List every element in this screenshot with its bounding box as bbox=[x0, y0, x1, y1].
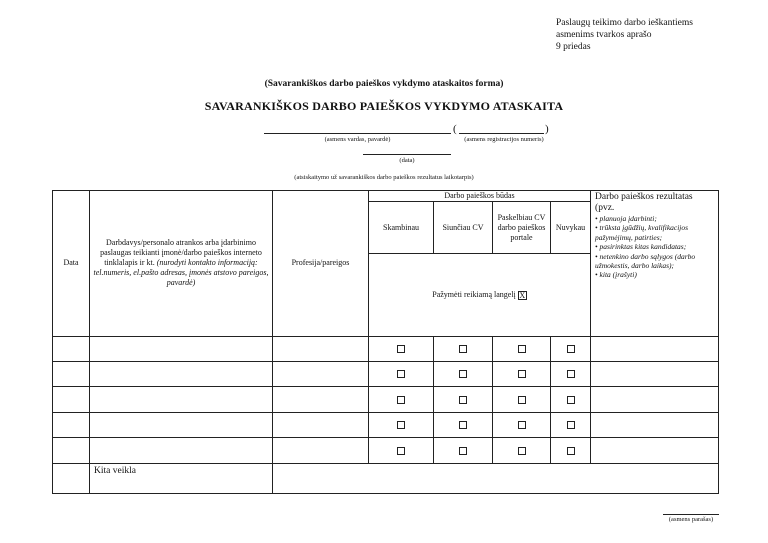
header-date: Data bbox=[53, 191, 90, 337]
method-checkbox[interactable] bbox=[459, 421, 467, 429]
method-checkbox[interactable] bbox=[459, 345, 467, 353]
method-checkbox[interactable] bbox=[567, 421, 575, 429]
result-cell[interactable] bbox=[591, 438, 719, 464]
method-checkbox[interactable] bbox=[397, 447, 405, 455]
method-checkbox[interactable] bbox=[397, 396, 405, 404]
method-checkbox-cell bbox=[493, 336, 551, 361]
method-checkbox[interactable] bbox=[397, 345, 405, 353]
method-checkbox[interactable] bbox=[518, 345, 526, 353]
form-title: SAVARANKIŠKOS DARBO PAIEŠKOS VYKDYMO ATASKAITA bbox=[204, 99, 564, 113]
method-checkbox[interactable] bbox=[518, 447, 526, 455]
date-cell[interactable] bbox=[53, 412, 90, 437]
method-checkbox[interactable] bbox=[459, 447, 467, 455]
method-checkbox-cell bbox=[434, 336, 493, 361]
date-caption: (data) bbox=[399, 157, 415, 164]
header-profession: Profesija/pareigos bbox=[273, 191, 369, 337]
result-item: • planuoja įdarbinti; bbox=[595, 214, 657, 223]
date-cell[interactable] bbox=[53, 361, 90, 386]
method-checkbox[interactable] bbox=[567, 447, 575, 455]
annex-line-3: 9 priedas bbox=[556, 42, 591, 52]
result-cell[interactable] bbox=[591, 412, 719, 437]
report-table bbox=[52, 190, 719, 494]
table-row bbox=[53, 361, 719, 386]
method-checkbox[interactable] bbox=[567, 396, 575, 404]
result-item: • kita (įrašyti) bbox=[595, 270, 637, 280]
annex-line-2: asmenims tvarkos aprašo bbox=[556, 30, 652, 40]
name-field-line[interactable] bbox=[264, 133, 451, 134]
mark-note: Pažymėti reikiamą langelį bbox=[432, 289, 516, 299]
employer-cell[interactable] bbox=[90, 336, 273, 361]
header-method-visited: Nuvykau bbox=[551, 202, 591, 254]
result-cell[interactable] bbox=[591, 361, 719, 386]
employer-cell[interactable] bbox=[90, 412, 273, 437]
result-title: Darbo paieškos rezultatas (pvz. bbox=[595, 192, 693, 213]
method-checkbox[interactable] bbox=[459, 396, 467, 404]
header-method-posted-cv: Paskelbiau CV darbo paieškos portale bbox=[493, 202, 551, 254]
signature-line[interactable] bbox=[663, 514, 719, 515]
name-caption: (asmens vardas, pavardė) bbox=[324, 136, 391, 143]
method-checkbox-cell bbox=[369, 387, 434, 412]
method-checkbox-cell bbox=[551, 438, 591, 464]
method-checkbox-cell bbox=[434, 438, 493, 464]
method-checkbox[interactable] bbox=[518, 396, 526, 404]
method-checkbox-cell bbox=[369, 438, 434, 464]
annex-line-1: Paslaugų teikimo darbo ieškantiems bbox=[556, 18, 693, 28]
method-checkbox-cell bbox=[551, 412, 591, 437]
method-checkbox-cell bbox=[369, 336, 434, 361]
header-method-call: Skambinau bbox=[369, 202, 434, 254]
signature-caption: (asmens parašas) bbox=[668, 516, 714, 523]
method-checkbox-cell bbox=[493, 361, 551, 386]
method-checkbox[interactable] bbox=[567, 345, 575, 353]
employer-cell[interactable] bbox=[90, 361, 273, 386]
profession-cell[interactable] bbox=[273, 412, 369, 437]
header-result bbox=[591, 191, 719, 337]
other-activity-field[interactable] bbox=[273, 463, 719, 493]
method-checkbox[interactable] bbox=[397, 421, 405, 429]
date-field-line[interactable] bbox=[363, 154, 451, 155]
date-cell[interactable] bbox=[53, 438, 90, 464]
annex-note bbox=[556, 17, 693, 53]
method-checkbox[interactable] bbox=[397, 370, 405, 378]
open-paren: ( bbox=[453, 123, 457, 135]
header-method-sent-cv: Siunčiau CV bbox=[434, 202, 493, 254]
period-caption: (atsiskaitymo už savarankiškos darbo paieškos rezultatus laikotarpis) bbox=[294, 174, 474, 181]
method-checkbox-cell bbox=[369, 361, 434, 386]
method-checkbox[interactable] bbox=[518, 421, 526, 429]
method-checkbox[interactable] bbox=[459, 370, 467, 378]
header-employer-note: (nurodyti kontakto informaciją: tel.numeris, el.pašto adresas, įmonės atstovo pareigos, pavardė) bbox=[93, 258, 269, 288]
method-checkbox-cell bbox=[551, 387, 591, 412]
regno-caption: (asmens registracijos numeris) bbox=[464, 136, 544, 143]
method-checkbox[interactable] bbox=[518, 370, 526, 378]
result-cell[interactable] bbox=[591, 387, 719, 412]
profession-cell[interactable] bbox=[273, 387, 369, 412]
result-item: • pasirinktas kitas kandidatas; bbox=[595, 242, 687, 252]
method-checkbox-cell bbox=[493, 387, 551, 412]
table-row bbox=[53, 412, 719, 437]
data-rows bbox=[53, 336, 719, 463]
mark-note-cell bbox=[369, 254, 591, 336]
method-checkbox-cell bbox=[551, 336, 591, 361]
result-cell[interactable] bbox=[591, 336, 719, 361]
employer-cell[interactable] bbox=[90, 387, 273, 412]
result-item: • netenkino darbo sąlygos (darbo užmokestis, darbo laikas); bbox=[595, 251, 696, 271]
employer-cell[interactable] bbox=[90, 438, 273, 464]
profession-cell[interactable] bbox=[273, 438, 369, 464]
checked-box-icon: X bbox=[519, 290, 526, 300]
profession-cell[interactable] bbox=[273, 336, 369, 361]
header-method-group: Darbo paieškos būdas bbox=[369, 191, 591, 202]
regno-field-line[interactable] bbox=[459, 133, 544, 134]
table-row bbox=[53, 387, 719, 412]
date-cell[interactable] bbox=[53, 336, 90, 361]
date-cell[interactable] bbox=[53, 387, 90, 412]
result-item: • trūksta įgūdžių, kvalifikacijos pažymėjimų, patirties; bbox=[595, 223, 689, 242]
method-checkbox-cell bbox=[369, 412, 434, 437]
header-employer bbox=[90, 191, 273, 337]
profession-cell[interactable] bbox=[273, 361, 369, 386]
header-employer-text: Darbdavys/personalo atrankos arba įdarbinimo paslaugas teikianti įmonė/darbo paieškos interneto tinklalapis ir kt. bbox=[100, 238, 262, 268]
other-date-cell[interactable] bbox=[53, 463, 90, 493]
form-subtitle: (Savarankiškos darbo paieškos vykdymo ataskaitos forma) bbox=[264, 79, 504, 89]
method-checkbox-cell bbox=[434, 361, 493, 386]
method-checkbox-cell bbox=[434, 387, 493, 412]
method-checkbox-cell bbox=[434, 412, 493, 437]
table-row bbox=[53, 438, 719, 464]
close-paren: ) bbox=[545, 123, 549, 135]
method-checkbox-cell bbox=[493, 412, 551, 437]
method-checkbox-cell bbox=[493, 438, 551, 464]
table-row bbox=[53, 336, 719, 361]
other-activity-label: Kita veikla bbox=[90, 463, 273, 493]
method-checkbox-cell bbox=[551, 361, 591, 386]
method-checkbox[interactable] bbox=[567, 370, 575, 378]
